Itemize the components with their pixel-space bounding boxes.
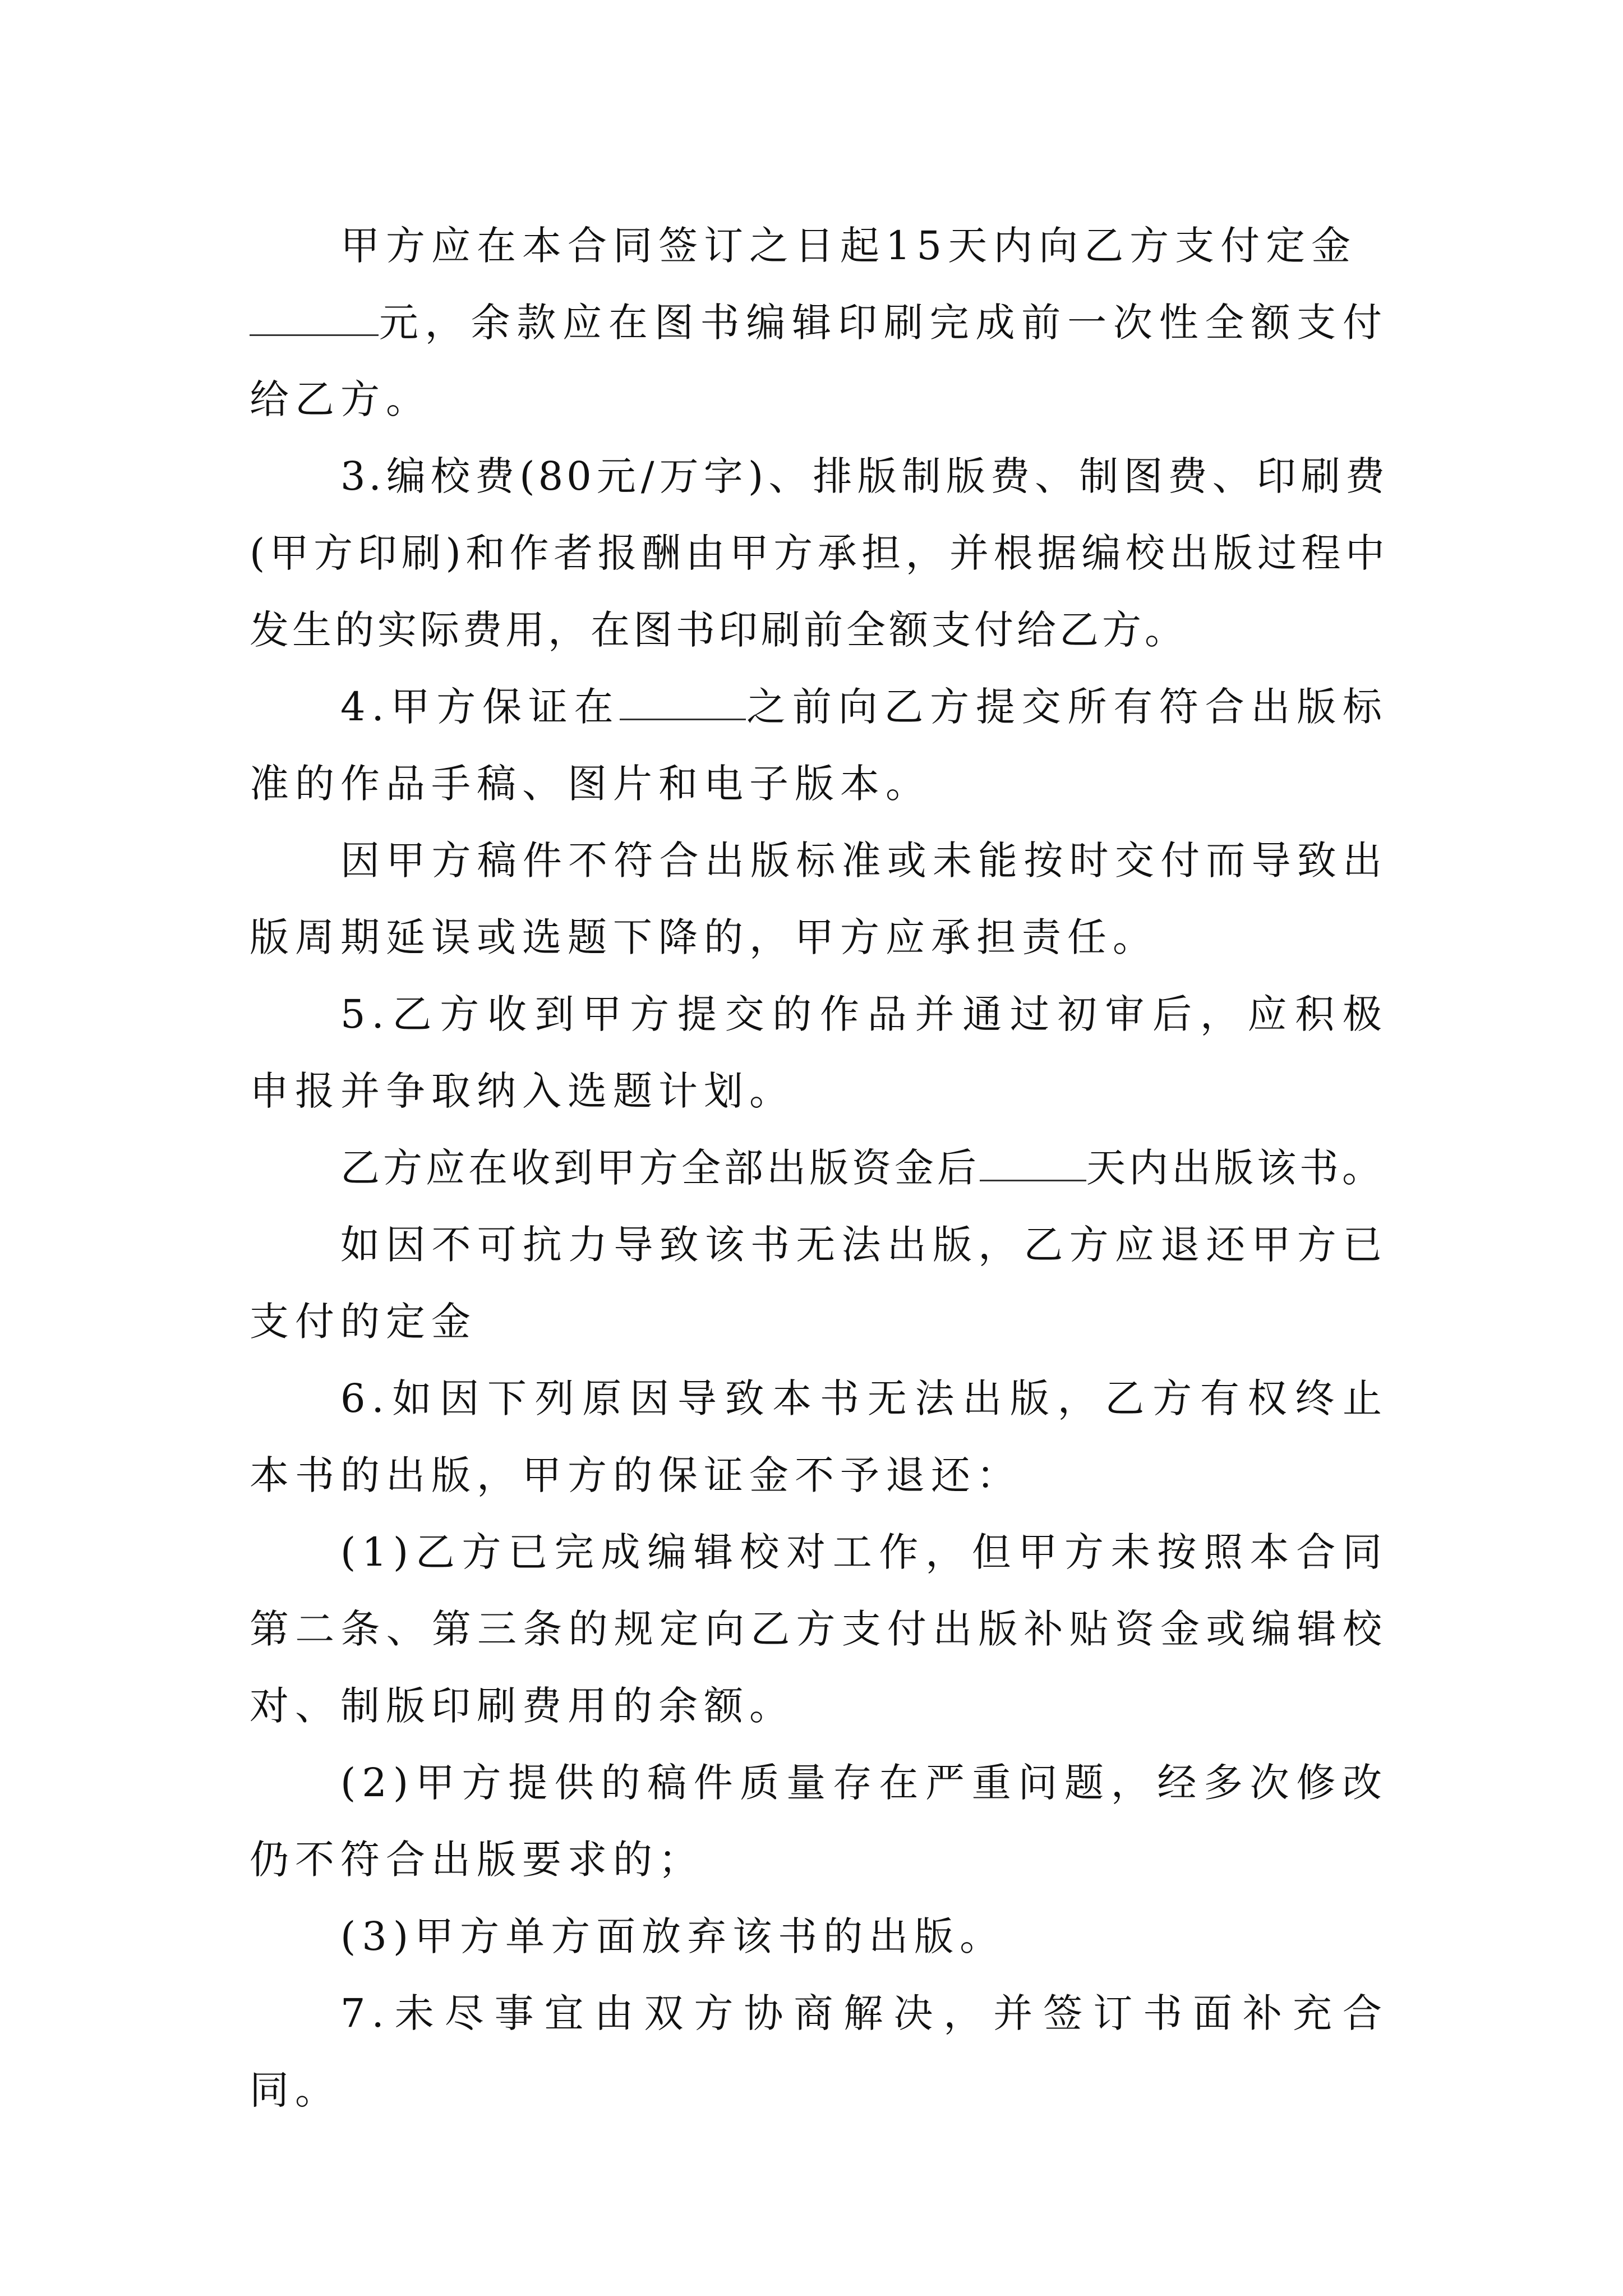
- paragraph-text: (3)甲方单方面放弃该书的出版。: [340, 1913, 1006, 1959]
- paragraph-liability: [250, 822, 1388, 976]
- paragraph-deposit-payment: [250, 208, 1388, 438]
- paragraph-text: 7.未尽事宜由双方协商解决，并签订书面补充合同。: [250, 1990, 1388, 2113]
- paragraph-text: 天内出版该书。: [1086, 1145, 1385, 1191]
- paragraph-text: 之前向乙方提交所有符合出版标准的作品手稿、图片和电子版本。: [250, 684, 1389, 807]
- paragraph-text: 6.如因下列原因导致本书无法出版，乙方有权终止本书的出版，甲方的保证金不予退还：: [250, 1375, 1388, 1498]
- paragraph-clause-4: [250, 669, 1388, 822]
- paragraph-force-majeure: [250, 1207, 1388, 1360]
- paragraph-text: 3.编校费(80元/万字)、排版制版费、制图费、印刷费(甲方印刷)和作者报酬由甲方承担，并根据编校出版过程中发生的实际费用，在图书印刷前全额支付给乙方。: [250, 453, 1388, 653]
- paragraph-clause-6: [250, 1360, 1388, 1514]
- paragraph-text: 因甲方稿件不符合出版标准或未能按时交付而导致出版周期延误或选题下降的，甲方应承担责任。: [250, 838, 1388, 960]
- paragraph-text: 元，余款应在图书编辑印刷完成前一次性全额支付给乙方。: [250, 300, 1388, 422]
- paragraph-item-2: [250, 1745, 1388, 1898]
- paragraph-clause-5: [250, 976, 1388, 1130]
- paragraph-publication-deadline: [250, 1130, 1388, 1207]
- days-blank: [980, 1140, 1086, 1181]
- paragraph-clause-3: [250, 438, 1388, 669]
- paragraph-text: 甲方应在本合同签订之日起15天内向乙方支付定金: [340, 223, 1357, 269]
- paragraph-text: 如因不可抗力导致该书无法出版，乙方应退还甲方已支付的定金: [250, 1222, 1388, 1345]
- paragraph-text: 乙方应在收到甲方全部出版资金后: [340, 1145, 980, 1191]
- paragraph-clause-7: [250, 1975, 1388, 2129]
- paragraph-text: (2)甲方提供的稿件质量存在严重问题，经多次修改仍不符合出版要求的；: [250, 1760, 1388, 1883]
- paragraph-item-1: [250, 1514, 1388, 1745]
- paragraph-text: 4.甲方保证在: [340, 684, 620, 730]
- paragraph-text: 5.乙方收到甲方提交的作品并通过初审后，应积极申报并争取纳入选题计划。: [250, 991, 1388, 1114]
- amount-blank: [250, 295, 379, 336]
- paragraph-item-3: [250, 1898, 1388, 1975]
- date-blank: [620, 679, 746, 720]
- contract-body: [250, 208, 1388, 2129]
- paragraph-text: (1)乙方已完成编辑校对工作，但甲方未按照本合同第二条、第三条的规定向乙方支付出版补贴资金或编辑校对、制版印刷费用的余额。: [250, 1529, 1388, 1729]
